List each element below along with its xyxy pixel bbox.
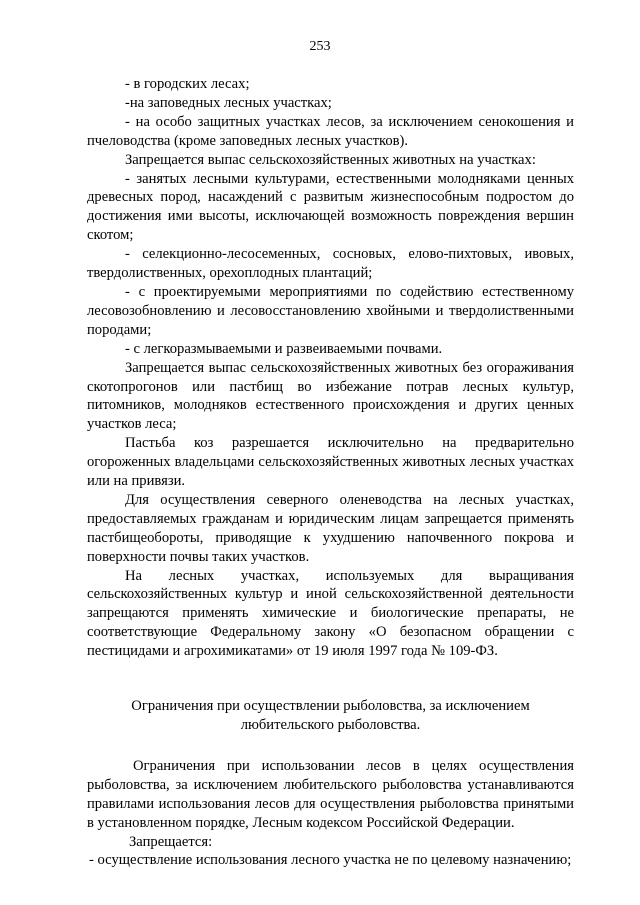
list-item-plantations: - селекционно-лесосеменных, сосновых, елово-пихтовых, ивовых, твердолиственных, орехоплодных плантаций; (87, 246, 574, 282)
document-body (87, 75, 574, 870)
list-item-reserve-plots: -на заповедных лесных участках; (125, 94, 332, 111)
list-item-forest-cultures: - занятых лесными культурами, естественными молодняками ценных древесных пород, насаждений с развитым жизнеспособным подростом до достижения ими высоты, исключающей возможность повреждения вершин скотом; (87, 170, 574, 244)
paragraph-agricultural-chemicals: На лесных участках, используемых для выращивания сельскохозяйственных культур и иной сельскохозяйственной деятельности запрещаются применять химические и биологические препараты, не соответствующие Федеральному закону «О безопасном обращении с пестицидами и агрохимикатами» от 19 июля 1997 года № 109-ФЗ. (87, 567, 574, 660)
page-number: 253 (309, 39, 331, 54)
section-heading-fishing: Ограничения при осуществлении рыболовства, за исключением любительского рыболовства. (131, 698, 530, 733)
grazing-prohibition-intro: Запрещается выпас сельскохозяйственных животных на участках: (125, 151, 536, 168)
list-item-urban-forests: - в городских лесах; (125, 76, 250, 92)
paragraph-unfenced-grazing: Запрещается выпас сельскохозяйственных животных без огораживания скотопрогонов или пастбищ во избежание потрав лесных культур, питомников, молодняков естественного происхождения и других ценных участков леса; (87, 359, 574, 433)
list-item-erodible-soils: - с легкоразмываемыми и развеиваемыми почвами. (125, 340, 443, 357)
list-item-reforestation: - с проектируемыми мероприятиями по содействию естественному лесовозобновлению и лесовосстановлению хвойными и твердолиственными породами; (87, 283, 574, 338)
list-item-non-target-use: - осуществление использования лесного участка не по целевому назначению; (89, 852, 572, 869)
list-item-protective-plots: - на особо защитных участках лесов, за исключением сенокошения и пчеловодства (кроме заповедных лесных участков). (87, 113, 574, 149)
paragraph-fishing-restrictions: Ограничения при использовании лесов в целях осуществления рыболовства, за исключением любительского рыболовства устанавливаются правилами использования лесов для осуществления рыболовства принятыми в установленном порядке, Лесным кодексом Российской Федерации. (87, 757, 574, 831)
paragraph-reindeer-herding: Для осуществления северного оленеводства на лесных участках, предоставляемых гражданам и юридическим лицам запрещается применять пастбищеобороты, приводящие к ухудшению напочвенного покрова и поверхности почвы таких участков. (87, 491, 574, 565)
prohibited-label: Запрещается: (129, 833, 213, 850)
paragraph-goat-grazing: Пастьба коз разрешается исключительно на предварительно огороженных владельцами сельскохозяйственных животных лесных участках или на привязи. (87, 435, 574, 490)
